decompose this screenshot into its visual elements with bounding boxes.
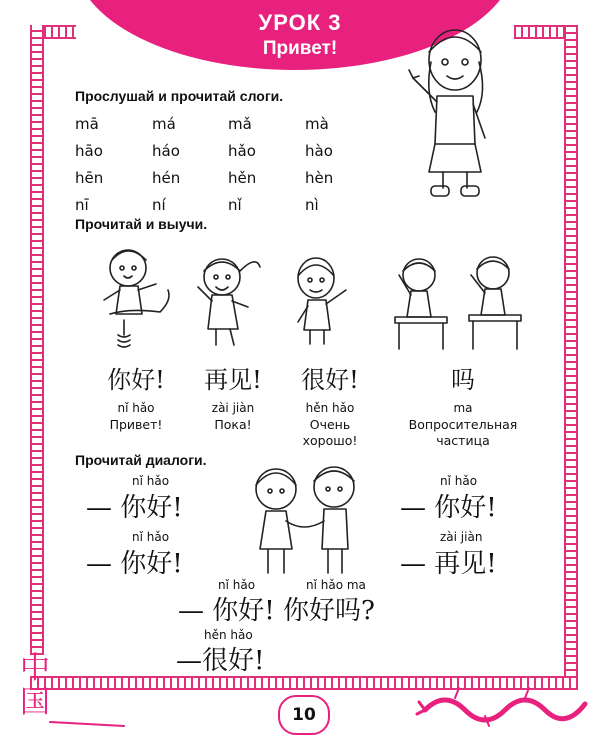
lesson-title: Привет! xyxy=(262,38,338,59)
vocab-translation: Вопросительная частица xyxy=(408,417,518,448)
section1-heading: Прослушай и прочитай слоги. xyxy=(75,88,284,104)
dialog-line: — 你好! xyxy=(400,493,497,523)
page-number: 10 xyxy=(278,695,330,735)
dialog-pinyin: zài jiàn xyxy=(440,530,483,544)
two-boys-at-desks-illustration xyxy=(385,245,535,355)
syllable: hǎo xyxy=(228,142,256,160)
vocab-hanzi: 吗 xyxy=(451,366,475,394)
syllable: hén xyxy=(152,169,181,187)
vocab-translation: Очень хорошо! xyxy=(302,417,358,448)
syllable: mà xyxy=(305,115,329,133)
syllable: ní xyxy=(152,196,166,214)
corner-china-characters: 中国 xyxy=(20,651,50,720)
syllable: hèn xyxy=(305,169,334,187)
lesson-number: УРОК 3 xyxy=(258,10,342,35)
syllable: háo xyxy=(152,142,180,160)
dialog-bottom-line1: — 你好! 你好吗? xyxy=(178,596,375,626)
vocab-hanzi: 再见! xyxy=(204,366,262,394)
syllable: nī xyxy=(75,196,89,214)
syllable: hēn xyxy=(75,169,104,187)
section3-heading: Прочитай диалоги. xyxy=(75,452,207,468)
dialog-pinyin: nǐ hǎo xyxy=(132,474,170,488)
border-left xyxy=(30,25,44,655)
syllable: nǐ xyxy=(228,196,242,214)
girl-with-braid-illustration xyxy=(180,245,270,355)
vocab-hanzi: 很好! xyxy=(301,366,359,394)
border-right xyxy=(564,25,578,685)
dragon-icon xyxy=(415,680,595,740)
syllable: hāo xyxy=(75,142,103,160)
vocab-translation: Привет! xyxy=(109,417,163,432)
vocab-translation: Пока! xyxy=(214,417,252,432)
syllable: mā xyxy=(75,115,99,133)
kids-holding-hands-illustration xyxy=(240,455,370,585)
vocab-pinyin: hěn hǎo xyxy=(305,401,355,415)
dialog-line: — 你好! xyxy=(86,549,183,579)
syllable: nì xyxy=(305,196,319,214)
vocab-item xyxy=(265,360,395,449)
dialog-bottom-line2: —很好! xyxy=(176,646,265,676)
dialog-bottom-pinyin-c: hěn hǎo xyxy=(204,628,253,642)
vocab-pinyin: zài jiàn xyxy=(211,401,255,415)
vocab-pinyin: nǐ hǎo xyxy=(117,401,155,415)
syllable: hěn xyxy=(228,169,257,187)
vocab-hanzi: 你好! xyxy=(107,366,165,394)
dialog-pinyin: nǐ hǎo xyxy=(440,474,478,488)
corner-brush-stroke xyxy=(48,700,128,730)
vocab-item xyxy=(398,360,528,449)
dialog-line: — 再见! xyxy=(400,549,497,579)
dialog-bottom-pinyin-a: nǐ hǎo xyxy=(218,578,256,592)
section2-heading: Прочитай и выучи. xyxy=(75,216,208,232)
border-top-right xyxy=(514,25,564,39)
dialog-bottom-pinyin-b: nǐ hǎo ma xyxy=(306,578,366,592)
syllable: hào xyxy=(305,142,333,160)
dialog-line: — 你好! xyxy=(86,493,183,523)
girl-waving-illustration xyxy=(395,12,515,202)
dialog-pinyin: nǐ hǎo xyxy=(132,530,170,544)
girl-waving-small-illustration xyxy=(280,250,370,350)
boy-on-spring-horse-illustration xyxy=(90,240,185,355)
vocab-pinyin: ma xyxy=(453,401,473,415)
syllable: mǎ xyxy=(228,115,252,133)
syllable: má xyxy=(152,115,176,133)
